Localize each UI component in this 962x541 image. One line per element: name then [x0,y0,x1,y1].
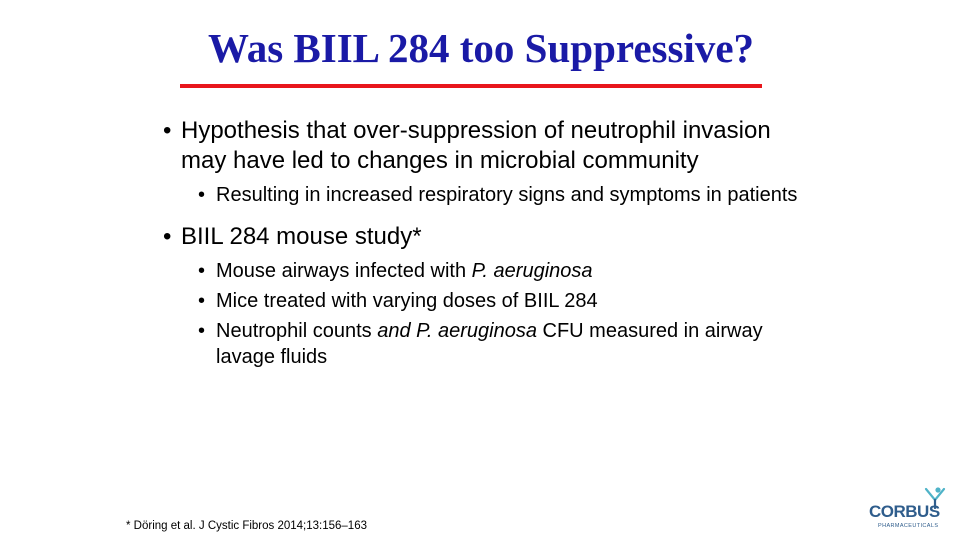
sub-bullet-text: CFU measured in airway lavage fluids [216,320,763,368]
corbus-logo [868,486,946,530]
bullet-dot: • [198,290,206,312]
footnote: * Döring et al. J Cystic Fibros 2014;13:156–163 [126,520,367,532]
sub-bullet-list [198,258,803,370]
slide-title: Was BIIL 284 too Suppressive? [207,25,755,71]
sub-bullet-text: Resulting in increased respiratory signs and symptoms in patients [216,184,798,206]
bullet-mouse-study [163,222,803,252]
bullet-dot: • [198,320,206,342]
logo-tagline: PHARMACEUTICALS [878,523,939,529]
sub-bullet [198,182,803,208]
logo-wordmark: CORBUS [869,502,940,521]
sub-bullet-italic: P. aeruginosa [471,260,593,282]
bullet-dot: • [163,117,172,144]
bullet-list [163,116,803,374]
sub-bullet-list [198,182,803,208]
bullet-text: Hypothesis that over-suppression of neutrophil invasion may have led to changes in microbial community [181,117,771,174]
bullet-dot: • [198,260,206,282]
bullet-dot: • [163,223,172,250]
title-underline [180,84,762,88]
bullet-hypothesis [163,116,803,176]
sub-bullet [198,318,803,370]
sub-bullet [198,258,803,284]
sub-bullet-italic: and P. aeruginosa [377,320,537,342]
sub-bullet-text: Neutrophil counts [216,320,378,342]
sub-bullet-text: Mouse airways infected with [216,260,472,282]
sub-bullet [198,288,803,314]
sub-bullet-text: Mice treated with varying doses of BIIL 284 [216,290,598,312]
bullet-text: BIIL 284 mouse study* [181,223,422,250]
bullet-dot: • [198,184,206,206]
